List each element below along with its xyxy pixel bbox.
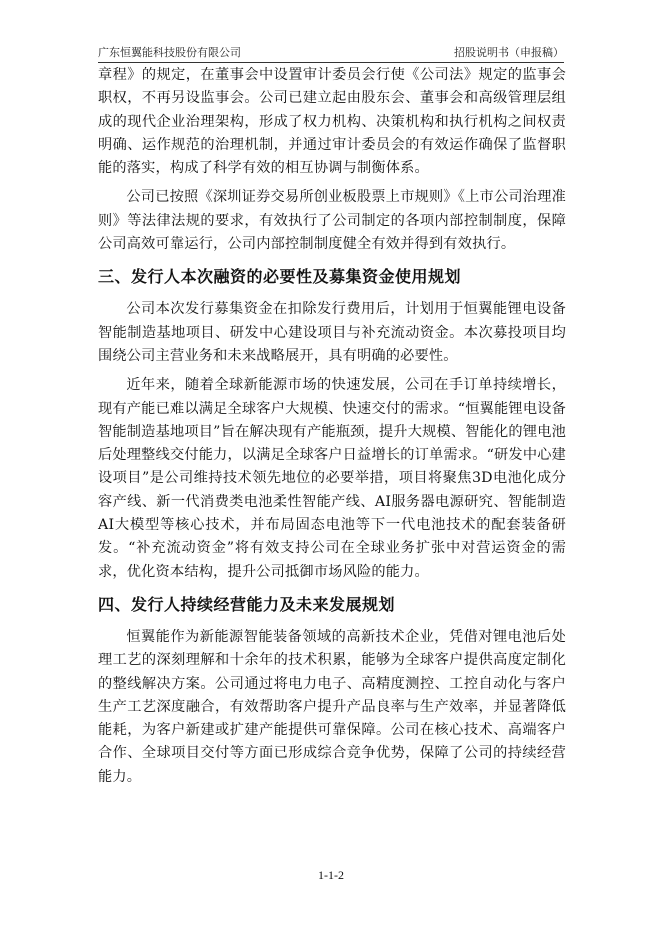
page-header (98, 38, 564, 63)
section-heading-financing: 三、发行人本次融资的必要性及募集资金使用规划 (98, 267, 462, 287)
document-body (98, 64, 566, 789)
paragraph-project-necessity: 近年来，随着全球新能源市场的快速发展，公司在手订单持续增长，现有产能已难以满足全球客户大规模、快速交付的需求。“恒翼能锂电设备智能制造基地项目”旨在解决现有产能瓶颈，提升大规模、智能化的锂电池后处理整线交付能力，以满足全球客户日益增长的订单需求。“研发中心建设项目”是公司维持技术领先地位的必要举措，项目将聚焦3D电池化成分容产线、新一代消费类电池柔性智能产线、AI服务器电源研究、智能制造AI大模型等核心技术，并布局固态电池等下一代电池技术的配套装备研发。“补充流动资金”将有效支持公司在全球业务扩张中对营运资金的需求，优化资本结构，提升公司抵御市场风险的能力。 (98, 377, 566, 580)
paragraph-governance: 章程》的规定，在董事会中设置审计委员会行使《公司法》规定的监事会职权，不再另设监事会。公司已建立起由股东会、董事会和高级管理层组成的现代企业治理架构，形成了权力机构、决策机构和执行机构之间权责明确、运作规范的治理机制，并通过审计委员会的有效运作确保了监督职能的落实，构成了科学有效的相互协调与制衡体系。 (98, 67, 566, 177)
header-company-name: 广东恒翼能科技股份有限公司 (98, 46, 241, 59)
paragraph-internal-control: 公司已按照《深圳证券交易所创业板股票上市规则》《上市公司治理准则》等法律法规的要求，有效执行了公司制定的各项内部控制制度，保障公司高效可靠运行，公司内部控制制度健全有效并得到有效执行。 (98, 189, 566, 253)
header-document-type: 招股说明书（申报稿） (454, 46, 564, 59)
section-heading-sustainability: 四、发行人持续经营能力及未来发展规划 (98, 594, 396, 614)
paragraph-fund-usage: 公司本次发行募集资金在扣除发行费用后，计划用于恒翼能锂电设备智能制造基地项目、研发中心建设项目与补充流动资金。本次募投项目均围绕公司主营业务和未来战略展开，具有明确的必要性。 (98, 301, 566, 364)
paragraph-business-capability: 恒翼能作为新能源智能装备领域的高新技术企业，凭借对锂电池后处理工艺的深刻理解和十余年的技术积累，能够为全球客户提供高度定制化的整线解决方案。公司通过将电力电子、高精度测控、工控自动化与客户生产工艺深度融合，有效帮助客户提升产品良率与生产效率，并显著降低能耗，为客户新建或扩建产能提供可靠保障。公司在核心技术、高端客户合作、全球项目交付等方面已形成综合竞争优势，保障了公司的持续经营能力。 (98, 628, 566, 785)
page-number: 1-1-2 (318, 868, 344, 882)
